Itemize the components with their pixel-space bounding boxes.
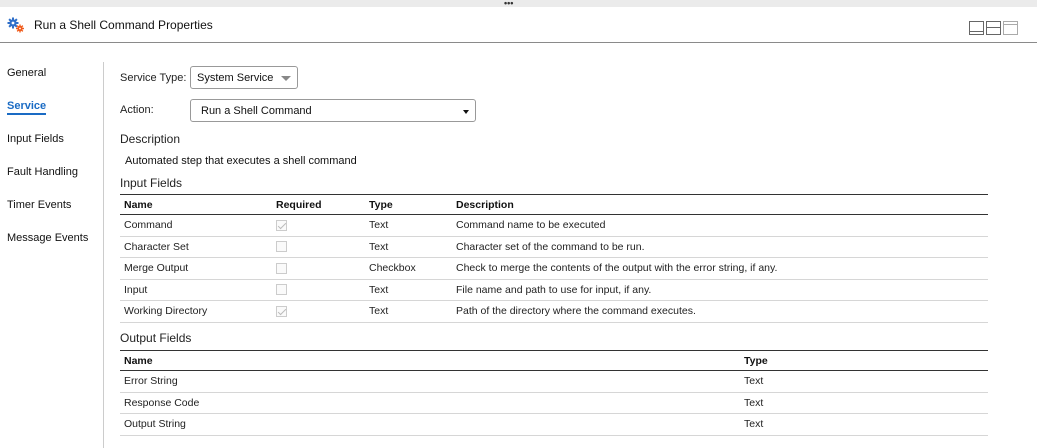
service-type-value: System Service xyxy=(197,72,274,84)
properties-sidebar xyxy=(7,67,97,265)
table-row[interactable] xyxy=(120,258,988,280)
table-header-row xyxy=(120,195,988,215)
table-row[interactable] xyxy=(120,236,988,258)
service-type-select[interactable] xyxy=(190,66,298,89)
cell-type: Text xyxy=(740,371,988,393)
column-header-description: Description xyxy=(452,195,988,215)
table-row[interactable] xyxy=(120,279,988,301)
column-header-name: Name xyxy=(120,195,272,215)
sidebar-item-label: Message Events xyxy=(7,232,89,244)
cell-type: Text xyxy=(740,414,988,436)
table-row[interactable] xyxy=(120,371,988,393)
cell-type: Text xyxy=(365,279,452,301)
sidebar-item-label: Input Fields xyxy=(7,133,64,145)
column-header-type: Type xyxy=(740,351,988,371)
table-row[interactable] xyxy=(120,392,988,414)
column-header-name: Name xyxy=(120,351,740,371)
chevron-down-icon xyxy=(281,76,291,81)
sidebar-item-label: Timer Events xyxy=(7,199,72,211)
action-value: Run a Shell Command xyxy=(201,105,312,117)
required-checkbox xyxy=(276,220,287,231)
required-checkbox xyxy=(276,284,287,295)
drag-handle[interactable]: ••• xyxy=(504,0,514,8)
gears-icon xyxy=(7,17,25,33)
sidebar-item-label: General xyxy=(7,67,47,79)
cell-name: Output String xyxy=(120,414,740,436)
sidebar-item-input-fields[interactable] xyxy=(7,133,97,166)
sidebar-item-general[interactable] xyxy=(7,67,97,100)
cell-type: Text xyxy=(365,215,452,237)
description-title: Description xyxy=(120,132,181,146)
table-row[interactable] xyxy=(120,301,988,323)
layout-bottom-icon[interactable] xyxy=(969,21,984,35)
description-text: Automated step that executes a shell command xyxy=(125,155,357,167)
sidebar-item-fault-handling[interactable] xyxy=(7,166,97,199)
action-label: Action: xyxy=(120,104,154,116)
column-header-required: Required xyxy=(272,195,365,215)
cell-description: Check to merge the contents of the output with the error string, if any. xyxy=(452,258,988,280)
panel-header xyxy=(0,7,1037,43)
cell-type: Checkbox xyxy=(365,258,452,280)
cell-name: Merge Output xyxy=(120,258,272,280)
cell-name: Working Directory xyxy=(120,301,272,323)
layout-switcher xyxy=(969,21,1018,35)
top-resize-bar[interactable] xyxy=(0,0,1037,7)
required-checkbox xyxy=(276,306,287,317)
cell-name: Response Code xyxy=(120,392,740,414)
cell-name: Input xyxy=(120,279,272,301)
cell-name: Character Set xyxy=(120,236,272,258)
table-row[interactable] xyxy=(120,215,988,237)
action-select[interactable] xyxy=(190,99,476,122)
cell-name: Command xyxy=(120,215,272,237)
table-row[interactable] xyxy=(120,414,988,436)
cell-type: Text xyxy=(365,301,452,323)
sidebar-item-message-events[interactable] xyxy=(7,232,97,265)
cell-type: Text xyxy=(365,236,452,258)
sidebar-divider xyxy=(103,62,104,448)
cell-description: Character set of the command to be run. xyxy=(452,236,988,258)
cell-type: Text xyxy=(740,392,988,414)
service-type-label: Service Type: xyxy=(120,72,187,84)
output-fields-title: Output Fields xyxy=(120,331,192,345)
sidebar-item-label: Fault Handling xyxy=(7,166,78,178)
column-header-type: Type xyxy=(365,195,452,215)
cell-description: Command name to be executed xyxy=(452,215,988,237)
chevron-down-icon xyxy=(463,110,469,114)
sidebar-item-timer-events[interactable] xyxy=(7,199,97,232)
layout-full-icon[interactable] xyxy=(1003,21,1018,35)
required-checkbox xyxy=(276,263,287,274)
sidebar-item-service[interactable] xyxy=(7,100,97,133)
table-header-row xyxy=(120,351,988,371)
cell-description: File name and path to use for input, if any. xyxy=(452,279,988,301)
cell-name: Error String xyxy=(120,371,740,393)
cell-description: Path of the directory where the command executes. xyxy=(452,301,988,323)
input-fields-table xyxy=(120,194,988,323)
required-checkbox xyxy=(276,241,287,252)
output-fields-table xyxy=(120,350,988,436)
panel-title: Run a Shell Command Properties xyxy=(34,18,213,32)
input-fields-title: Input Fields xyxy=(120,176,183,190)
layout-split-icon[interactable] xyxy=(986,21,1001,35)
sidebar-item-label: Service xyxy=(7,100,46,115)
